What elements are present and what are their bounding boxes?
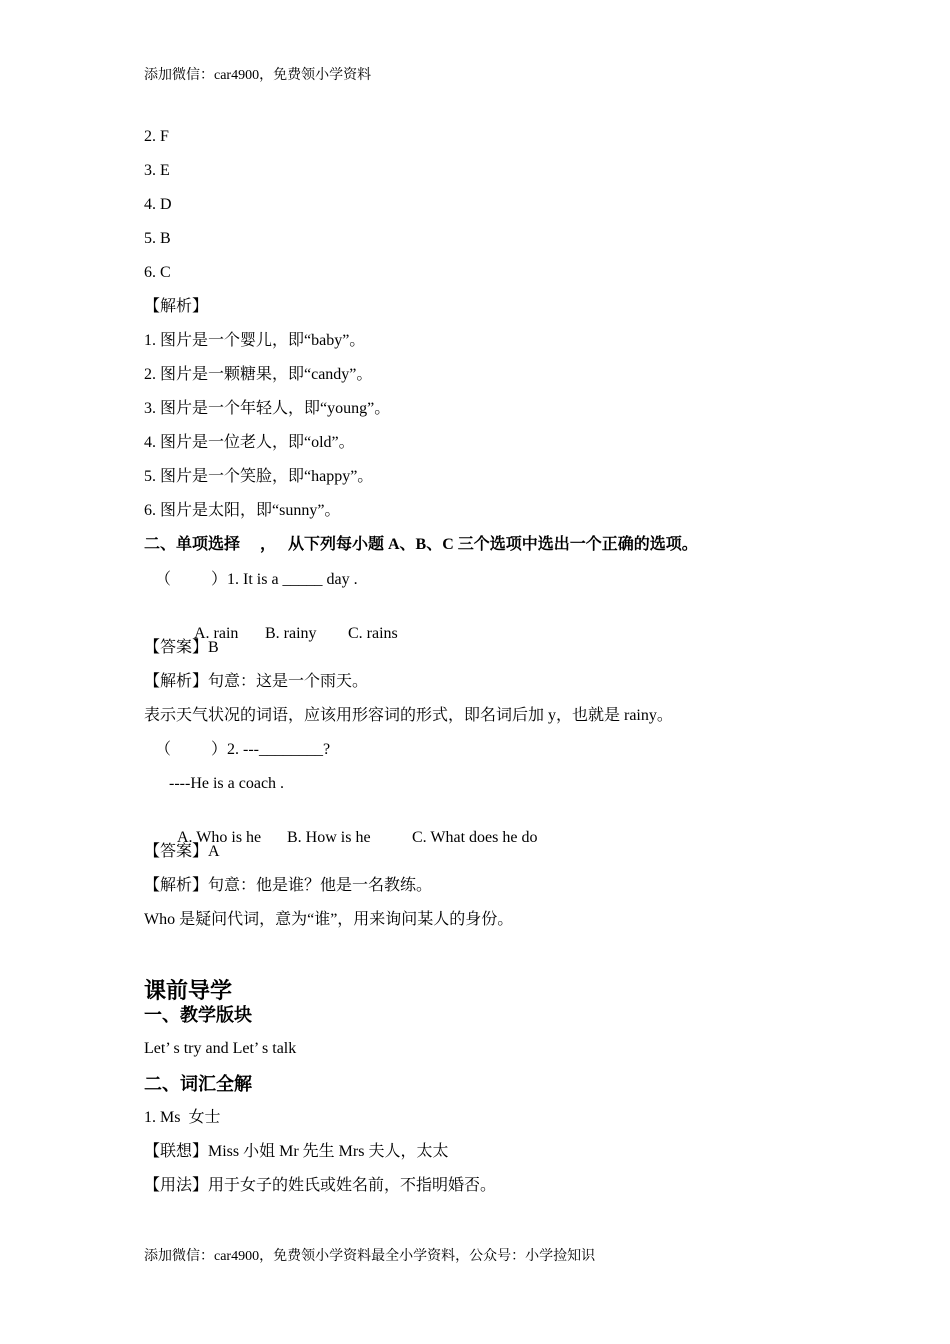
page-footer: 添加微信：car4900，免费领小学资料最全小学资料，公众号：小学捡知识 — [144, 1249, 596, 1264]
answer-line: 2. F — [144, 128, 169, 145]
question-2-options — [169, 808, 537, 848]
answer-line: 4. D — [144, 196, 172, 213]
question-2-analysis: 【解析】句意：他是谁？他是一名教练。 — [144, 877, 433, 894]
analysis-item: 4. 图片是一位老人，即“old”。 — [144, 434, 355, 451]
vocab-association: 【联想】Miss 小姐 Mr 先生 Mrs 夫人，太太 — [144, 1143, 449, 1160]
option-a: A. rain — [194, 625, 239, 642]
answer-line: 3. E — [144, 162, 170, 179]
vocab-heading: 二、词汇全解 — [144, 1074, 252, 1094]
question-2-stem: （ ）2. ---________? — [155, 741, 331, 758]
option-b: B. How is he — [287, 829, 371, 846]
analysis-item: 5. 图片是一个笑脸，即“happy”。 — [144, 468, 374, 485]
vocab-usage: 【用法】用于女子的姓氏或姓名前，不指明婚否。 — [144, 1177, 497, 1194]
question-1-explanation: 表示天气状况的词语，应该用形容词的形式，即名词后加 y，也就是 rainy。 — [144, 707, 673, 724]
question-1-analysis: 【解析】句意：这是一个雨天。 — [144, 673, 369, 690]
answer-line: 6. C — [144, 264, 171, 281]
block-text: Let’ s try and Let’ s talk — [144, 1040, 297, 1057]
analysis-item: 1. 图片是一个婴儿，即“baby”。 — [144, 332, 366, 349]
question-1-stem: （ ）1. It is a _____ day . — [155, 571, 358, 588]
question-2-explanation: Who 是疑问代词，意为“谁”，用来询问某人的身份。 — [144, 911, 514, 928]
option-a: A. Who is he — [177, 829, 262, 846]
section-title: 二、单项选择 ， 从下列每小题 A、B、C 三个选项中选出一个正确的选项。 — [144, 536, 698, 553]
question-1-answer: 【答案】B — [144, 639, 219, 656]
analysis-item: 3. 图片是一个年轻人，即“young”。 — [144, 400, 391, 417]
page-header: 添加微信：car4900，免费领小学资料 — [144, 68, 372, 83]
preview-heading: 课前导学 — [144, 978, 233, 1003]
analysis-item: 2. 图片是一颗糖果，即“candy”。 — [144, 366, 373, 383]
option-c: C. What does he do — [412, 829, 538, 846]
answer-line: 5. B — [144, 230, 171, 247]
option-b: B. rainy — [265, 625, 317, 642]
question-2-reply: ----He is a coach . — [169, 775, 285, 792]
block-heading: 一、教学版块 — [144, 1005, 252, 1025]
analysis-label: 【解析】 — [144, 298, 209, 315]
question-2-answer: 【答案】A — [144, 843, 220, 860]
option-c: C. rains — [348, 625, 398, 642]
vocab-item: 1. Ms 女士 — [144, 1109, 221, 1126]
analysis-item: 6. 图片是太阳，即“sunny”。 — [144, 502, 341, 519]
